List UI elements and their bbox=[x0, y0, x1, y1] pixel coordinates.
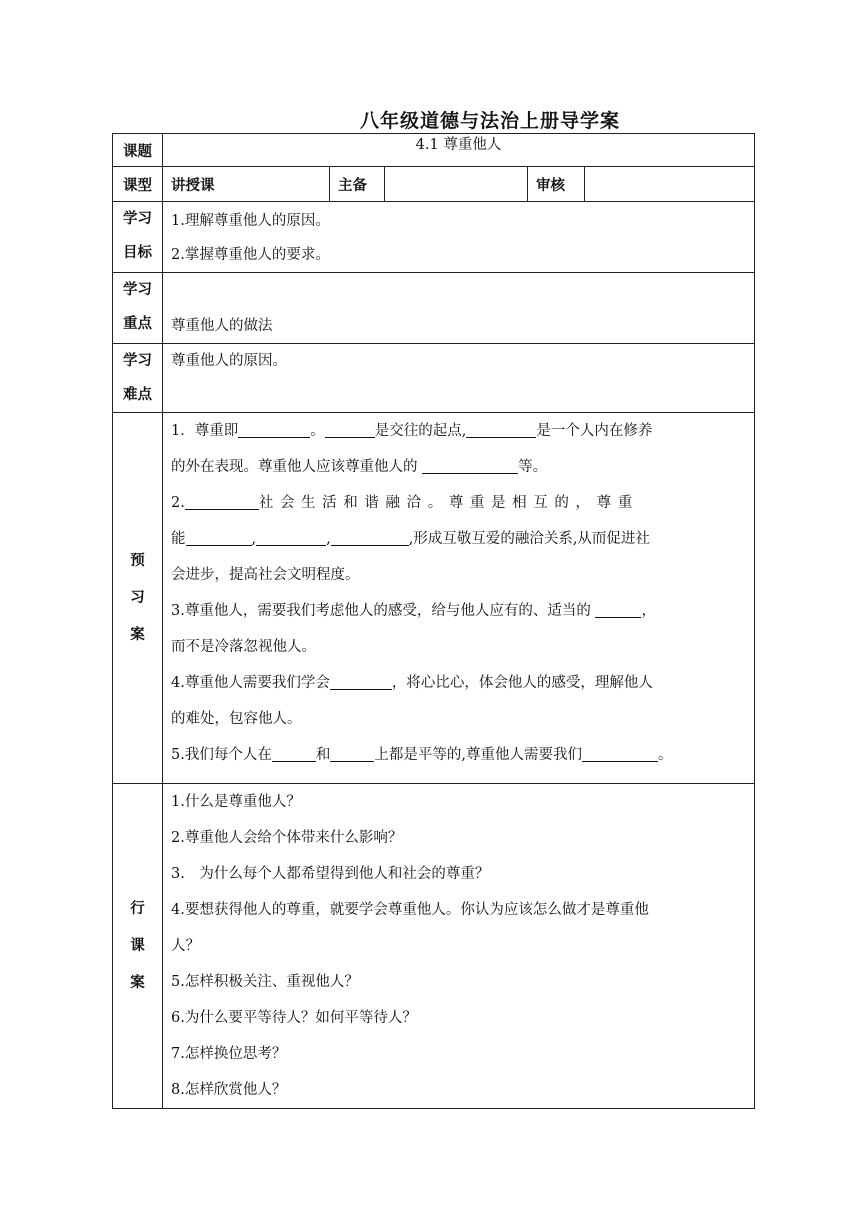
type-label: 课型 bbox=[113, 167, 163, 202]
fill-blank[interactable] bbox=[330, 672, 392, 690]
difficulties-content bbox=[163, 344, 755, 413]
difficulties-label-line-1: 学习 bbox=[123, 353, 152, 369]
study-guide-table bbox=[112, 133, 755, 1109]
key-points-text: 尊重他人的做法 bbox=[171, 318, 273, 334]
goals-row bbox=[113, 202, 755, 273]
difficulties-label bbox=[113, 344, 163, 413]
fill-blank[interactable] bbox=[422, 456, 518, 474]
preview-question-3-cont: 而不是冷落忽视他人。 bbox=[171, 639, 316, 655]
preview-question-1: 1．尊重即 。 是交往的起点, 是一个人内在修养 bbox=[171, 413, 754, 449]
practice-label-char: 课 bbox=[130, 937, 145, 954]
preview-question-1-cont: 的外在表现。尊重他人应该尊重他人的 等。 bbox=[171, 449, 754, 485]
preview-label-char: 案 bbox=[130, 626, 145, 643]
preview-question-3: 3.尊重他人，需要我们考虑他人的感受，给与他人应有的、适当的 ， bbox=[171, 593, 754, 629]
type-value: 讲授课 bbox=[163, 167, 330, 202]
preview-row bbox=[113, 413, 755, 784]
practice-label-char: 案 bbox=[130, 974, 145, 991]
practice-item: 2.尊重他人会给个体带来什么影响？ bbox=[171, 830, 403, 846]
fill-blank[interactable] bbox=[325, 420, 375, 438]
preview-label-char: 习 bbox=[130, 589, 145, 606]
key-points-content bbox=[163, 273, 755, 344]
practice-item: 1.什么是尊重他人？ bbox=[171, 794, 301, 810]
preview-question-2-end: 会进步，提高社会文明程度。 bbox=[171, 567, 360, 583]
practice-item: 5.怎样积极关注、重视他人？ bbox=[171, 974, 359, 990]
key-points-label bbox=[113, 273, 163, 344]
key-points-row bbox=[113, 273, 755, 344]
practice-label bbox=[113, 784, 163, 1109]
topic-row bbox=[113, 134, 755, 167]
goal-item: 2.掌握尊重他人的要求。 bbox=[171, 247, 330, 263]
topic-label: 课题 bbox=[113, 134, 163, 167]
fill-blank[interactable] bbox=[256, 528, 326, 546]
practice-item: 4.要想获得他人的尊重，就要学会尊重他人。你认为应该怎么做才是尊重他 bbox=[171, 902, 649, 918]
goals-label bbox=[113, 202, 163, 273]
fill-blank[interactable] bbox=[185, 492, 259, 510]
review-label: 审核 bbox=[528, 167, 585, 202]
preview-label-char: 预 bbox=[130, 552, 145, 569]
review-value bbox=[585, 167, 755, 202]
fill-blank[interactable] bbox=[186, 528, 252, 546]
fill-blank[interactable] bbox=[330, 744, 374, 762]
difficulties-text: 尊重他人的原因。 bbox=[171, 353, 287, 369]
preview-question-4: 4.尊重他人需要我们学会 ，将心比心，体会他人的感受，理解他人 bbox=[171, 665, 754, 701]
practice-item: 6.为什么要平等待人？如何平等待人？ bbox=[171, 1010, 417, 1026]
page-title: 八年级道德与法治上册导学案 bbox=[360, 110, 621, 132]
practice-item: 3. 为什么每个人都希望得到他人和社会的尊重？ bbox=[171, 866, 490, 882]
preview-label bbox=[113, 413, 163, 784]
key-points-label-line-1: 学习 bbox=[123, 282, 152, 298]
goals-content bbox=[163, 202, 755, 273]
practice-item: 人？ bbox=[171, 938, 200, 954]
preview-question-5: 5.我们每个人在 和 上都是平等的,尊重他人需要我们 。 bbox=[171, 737, 754, 773]
difficulties-label-line-2: 难点 bbox=[123, 387, 152, 403]
type-row bbox=[113, 167, 755, 202]
preview-question-2: 2. 社 会 生 活 和 谐 融 洽 。 尊 重 是 相 互 的 ， 尊 重 bbox=[171, 485, 754, 521]
fill-blank[interactable] bbox=[331, 528, 409, 546]
preview-question-4-cont: 的难处，包容他人。 bbox=[171, 711, 302, 727]
practice-row bbox=[113, 784, 755, 1109]
author-label: 主备 bbox=[330, 167, 385, 202]
fill-blank[interactable] bbox=[582, 744, 658, 762]
preview-question-2-cont: 能 , , ,形成互敬互爱的融洽关系,从而促进社 bbox=[171, 521, 754, 557]
topic-value: 4.1 尊重他人 bbox=[163, 134, 755, 167]
practice-label-char: 行 bbox=[130, 900, 145, 917]
goals-label-line-1: 学习 bbox=[123, 211, 152, 227]
fill-blank[interactable] bbox=[466, 420, 536, 438]
fill-blank[interactable] bbox=[238, 420, 310, 438]
practice-item: 8.怎样欣赏他人？ bbox=[171, 1082, 287, 1098]
goals-label-line-2: 目标 bbox=[123, 245, 152, 261]
key-points-label-line-2: 重点 bbox=[123, 316, 152, 332]
goal-item: 1.理解尊重他人的原因。 bbox=[171, 213, 330, 229]
difficulties-row bbox=[113, 344, 755, 413]
practice-content bbox=[163, 784, 755, 1109]
fill-blank[interactable] bbox=[595, 600, 641, 618]
author-value bbox=[385, 167, 528, 202]
practice-item: 7.怎样换位思考？ bbox=[171, 1046, 287, 1062]
preview-content bbox=[163, 413, 755, 784]
fill-blank[interactable] bbox=[272, 744, 316, 762]
